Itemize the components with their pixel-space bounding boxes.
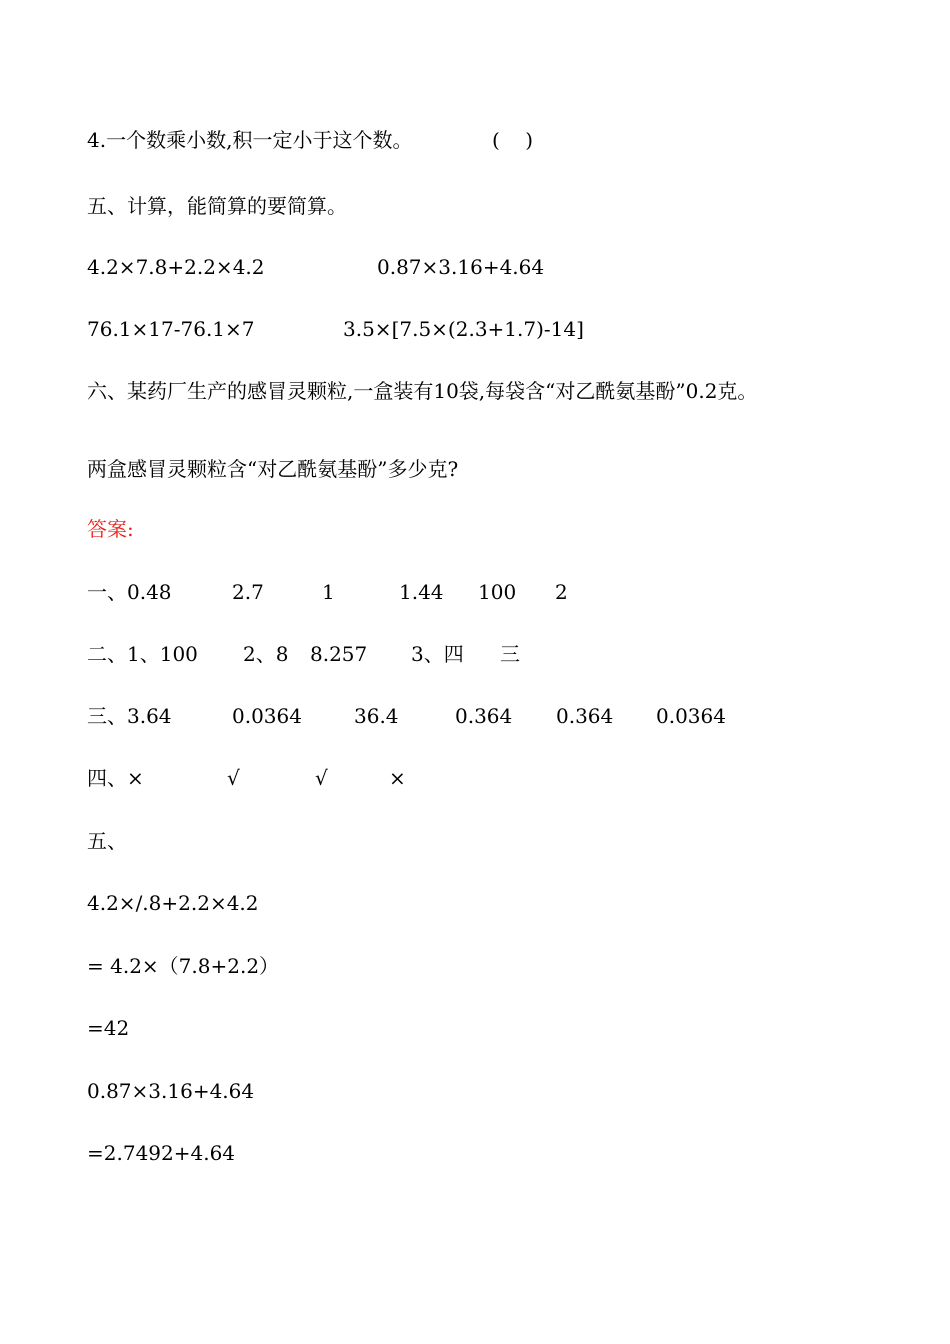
solution-step: 0.87×3.16+4.64 (87, 1079, 255, 1103)
answer-1-item: 100 (478, 580, 517, 604)
answer-4-item: √ (315, 766, 328, 790)
answer-1-item: 2.7 (232, 580, 264, 604)
answer-bracket: ( ) (492, 128, 534, 152)
answer-1-label: 一、0.48 (87, 580, 172, 604)
answer-2-item: 3、四 (411, 642, 464, 666)
answer-1-item: 2 (555, 580, 568, 604)
answer-5-label: 五、 (87, 829, 127, 853)
expression-3: 76.1×17-76.1×7 (87, 317, 255, 341)
answer-3-item: 36.4 (354, 704, 399, 728)
solution-step: 4.2×/.8+2.2×4.2 (87, 891, 259, 915)
answer-4-item: × (389, 766, 406, 790)
section-5-title: 五、计算，能简算的要简算。 (87, 194, 347, 218)
answer-2-label: 二、1、100 (87, 642, 198, 666)
answer-3-item: 0.0364 (232, 704, 302, 728)
expression-2: 0.87×3.16+4.64 (377, 255, 545, 279)
question-4-text: 4.一个数乘小数,积一定小于这个数。 (87, 128, 413, 152)
section-6-line-1: 六、某药厂生产的感冒灵颗粒,一盒装有10袋,每袋含“对乙酰氨基酚”0.2克。 (87, 379, 758, 403)
answers-title: 答案: (87, 517, 134, 541)
answer-3-item: 0.364 (455, 704, 513, 728)
expression-1: 4.2×7.8+2.2×4.2 (87, 255, 265, 279)
answer-4-label: 四、× (87, 766, 144, 790)
answer-1-item: 1 (322, 580, 335, 604)
answer-4-item: √ (227, 766, 240, 790)
solution-step: = 4.2×（7.8+2.2） (87, 954, 280, 978)
answer-1-item: 1.44 (399, 580, 444, 604)
answer-3-item: 0.0364 (656, 704, 726, 728)
expression-4: 3.5×[7.5×(2.3+1.7)-14] (343, 317, 584, 341)
section-6-line-2: 两盒感冒灵颗粒含“对乙酰氨基酚”多少克? (87, 457, 459, 481)
answer-3-item: 0.364 (556, 704, 614, 728)
answer-2-item: 三 (500, 642, 520, 666)
answer-2-item: 8.257 (310, 642, 368, 666)
answer-2-item: 2、8 (243, 642, 289, 666)
solution-step: =2.7492+4.64 (87, 1141, 236, 1165)
solution-step: =42 (87, 1016, 130, 1040)
answer-3-label: 三、3.64 (87, 704, 172, 728)
